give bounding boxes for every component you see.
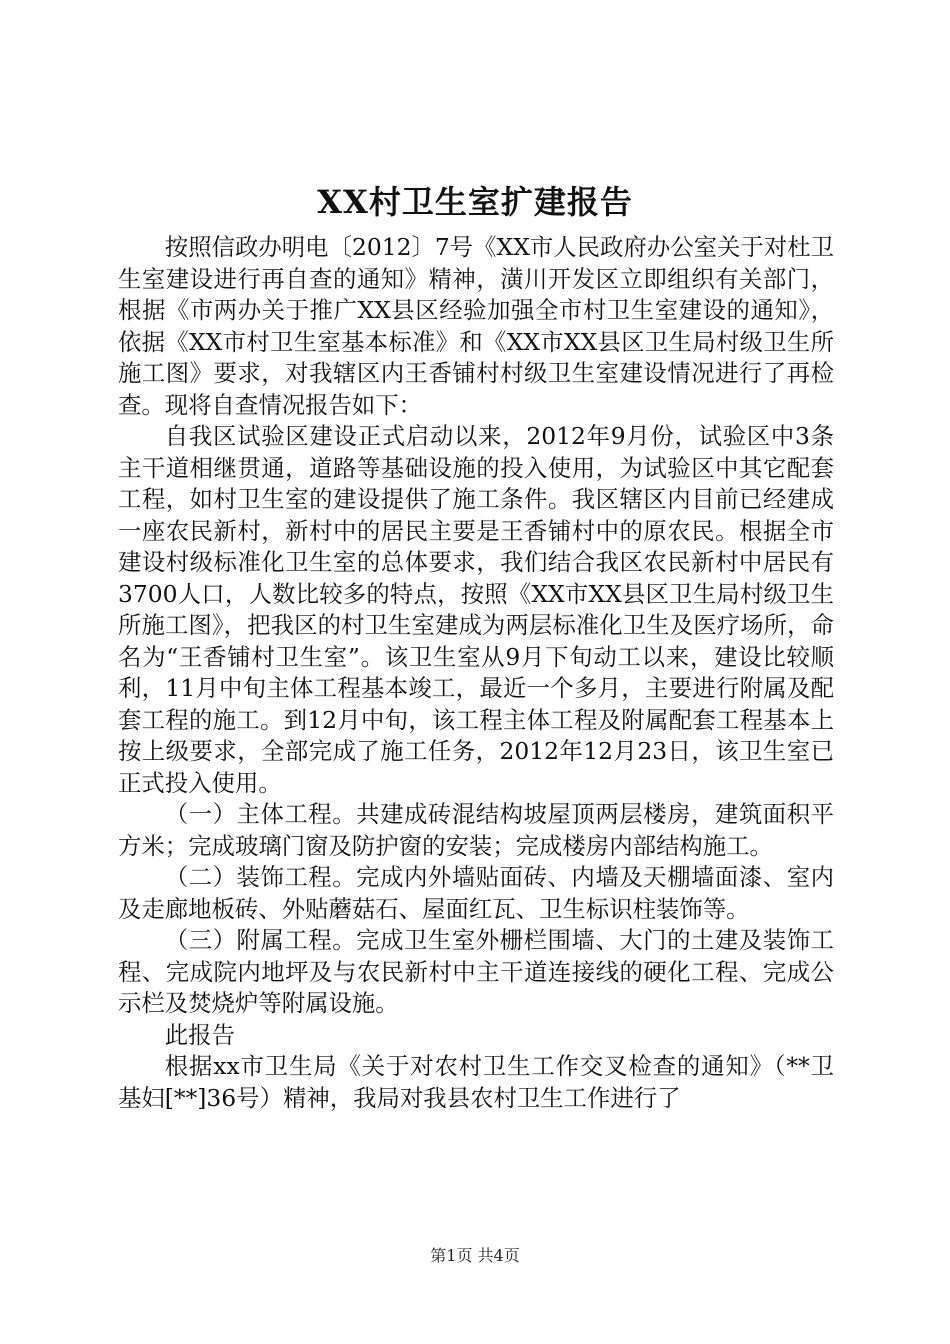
document-title: XX村卫生室扩建报告 bbox=[317, 183, 633, 221]
paragraph-main-works: （一）主体工程。共建成砖混结构坡屋顶两层楼房，建筑面积平方米；完成玻璃门窗及防护窗的安装；完成楼房内部结构施工。 bbox=[118, 800, 834, 860]
paragraph-auxiliary-works: （三）附属工程。完成卫生室外栅栏围墙、大门的土建及装饰工程、完成院内地坪及与农民新村中主干道连接线的硬化工程、完成公示栏及焚烧炉等附属设施。 bbox=[118, 926, 834, 1017]
document-body bbox=[118, 232, 834, 1114]
paragraph-intro: 按照信政办明电〔2012〕7号《XX市人民政府办公室关于对杜卫生室建设进行再自查的通知》精神，潢川开发区立即组织有关部门，根据《市两办关于推广XX县区经验加强全市村卫生室建设的通知》，依据《XX市村卫生室基本标准》和《XX市XX县区卫生局村级卫生所施工图》要求，对我辖区内王香铺村村级卫生室建设情况进行了再检查。现将自查情况报告如下： bbox=[118, 233, 834, 419]
paragraph-closing: 此报告 bbox=[164, 1020, 235, 1049]
paragraph-next-section: 根据xx市卫生局《关于对农村卫生工作交叉检查的通知》（**卫基妇[**]36号）精神，我局对我县农村卫生工作进行了 bbox=[118, 1052, 834, 1112]
paragraph-decoration-works: （二）装饰工程。完成内外墙贴面砖、内墙及天棚墙面漆、室内及走廊地板砖、外贴蘑菇石、屋面红瓦、卫生标识柱装饰等。 bbox=[118, 863, 834, 923]
paragraph-background: 自我区试验区建设正式启动以来，2012年9月份，试验区中3条主干道相继贯通，道路等基础设施的投入使用，为试验区中其它配套工程，如村卫生室的建设提供了施工条件。我区辖区内目前已经建成一座农民新村，新村中的居民主要是王香铺村中的原农民。根据全市建设村级标准化卫生室的总体要求，我们结合我区农民新村中居民有3700人口，人数比较多的特点，按照《XX市XX县区卫生局村级卫生所施工图》，把我区的村卫生室建成为两层标准化卫生及医疗场所，命名为“王香铺村卫生室”。该卫生室从9月下旬动工以来，建设比较顺利，11月中旬主体工程基本竣工，最近一个多月，主要进行附属及配套工程的施工。到12月中旬，该工程主体工程及附属配套工程基本上按上级要求，全部完成了施工任务，2012年12月23日，该卫生室已正式投入使用。 bbox=[118, 422, 834, 797]
page-number-footer: 第1页 共4页 bbox=[430, 1246, 520, 1265]
